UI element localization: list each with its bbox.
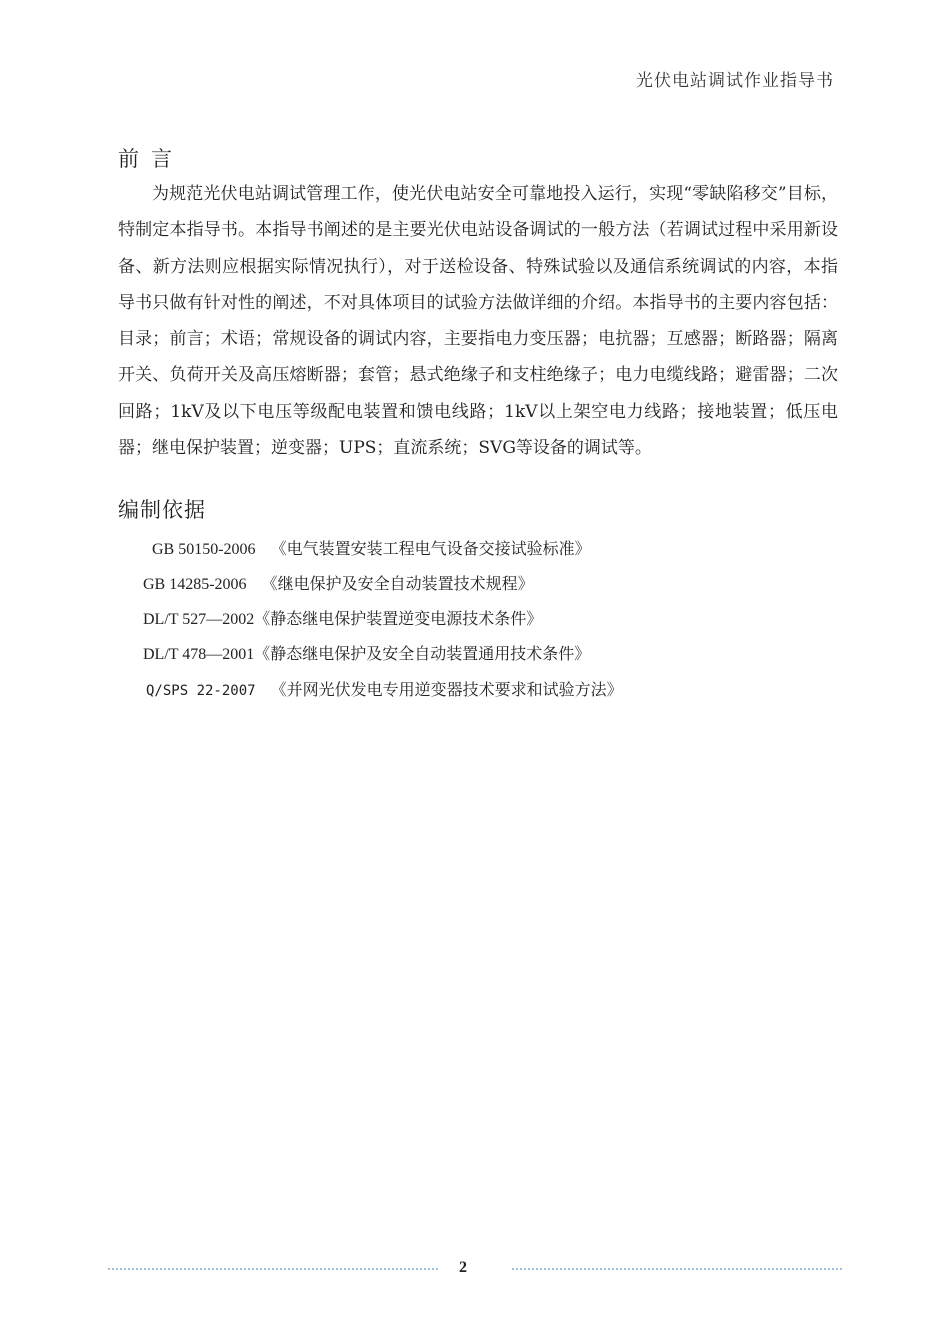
reference-title: 《静态继电保护及安全自动装置通用技术条件》 [254,644,591,663]
footer-divider-right [512,1268,842,1270]
basis-heading: 编制依据 [118,498,206,522]
reference-title: 《静态继电保护装置逆变电源技术条件》 [254,609,543,628]
document-header-title: 光伏电站调试作业指导书 [636,71,834,91]
reference-title: 《并网光伏发电专用逆变器技术要求和试验方法》 [270,680,623,699]
reference-item [143,641,590,664]
preface-body: 为规范光伏电站调试管理工作，使光伏电站安全可靠地投入运行，实现“零缺陷移交”目标，特制定本指导书。本指导书阐述的是主要光伏电站设备调试的一般方法（若调试过程中采用新设备、新方法则应根据实际情况执行），对于送检设备、特殊试验以及通信系统调试的内容，本指导书只做有针对性的阐述，不对具体项目的试验方法做详细的介绍。本指导书的主要内容包括：目录；前言；术语；常规设备的调试内容，主要指电力变压器；电抗器；互感器；断路器；隔离开关、负荷开关及高压熔断器；套管；悬式绝缘子和支柱绝缘子；电力电缆线路；避雷器；二次回路；1kV及以下电压等级配电装置和馈电线路；1kV以上架空电力线路；接地装置；低压电器；继电保护装置；逆变器；UPS；直流系统；SVG等设备的调试等。 [118,184,838,459]
reference-code: Q/SPS 22-2007 [146,683,256,699]
reference-code: DL/T 527—2002 [143,611,255,628]
reference-item [152,536,591,559]
reference-code: DL/T 478—2001 [143,646,255,663]
reference-item [143,571,534,594]
reference-title: 《电气装置安装工程电气设备交接试验标准》 [270,539,591,558]
reference-code: GB 50150-2006 [152,541,256,558]
page-number: 2 [459,1259,467,1276]
footer-divider-left [108,1268,438,1270]
reference-item [143,606,542,629]
reference-code: GB 14285-2006 [143,576,247,593]
reference-item [146,677,623,700]
reference-title: 《继电保护及安全自动装置技术规程》 [261,574,534,593]
preface-heading: 前言 [118,147,184,171]
